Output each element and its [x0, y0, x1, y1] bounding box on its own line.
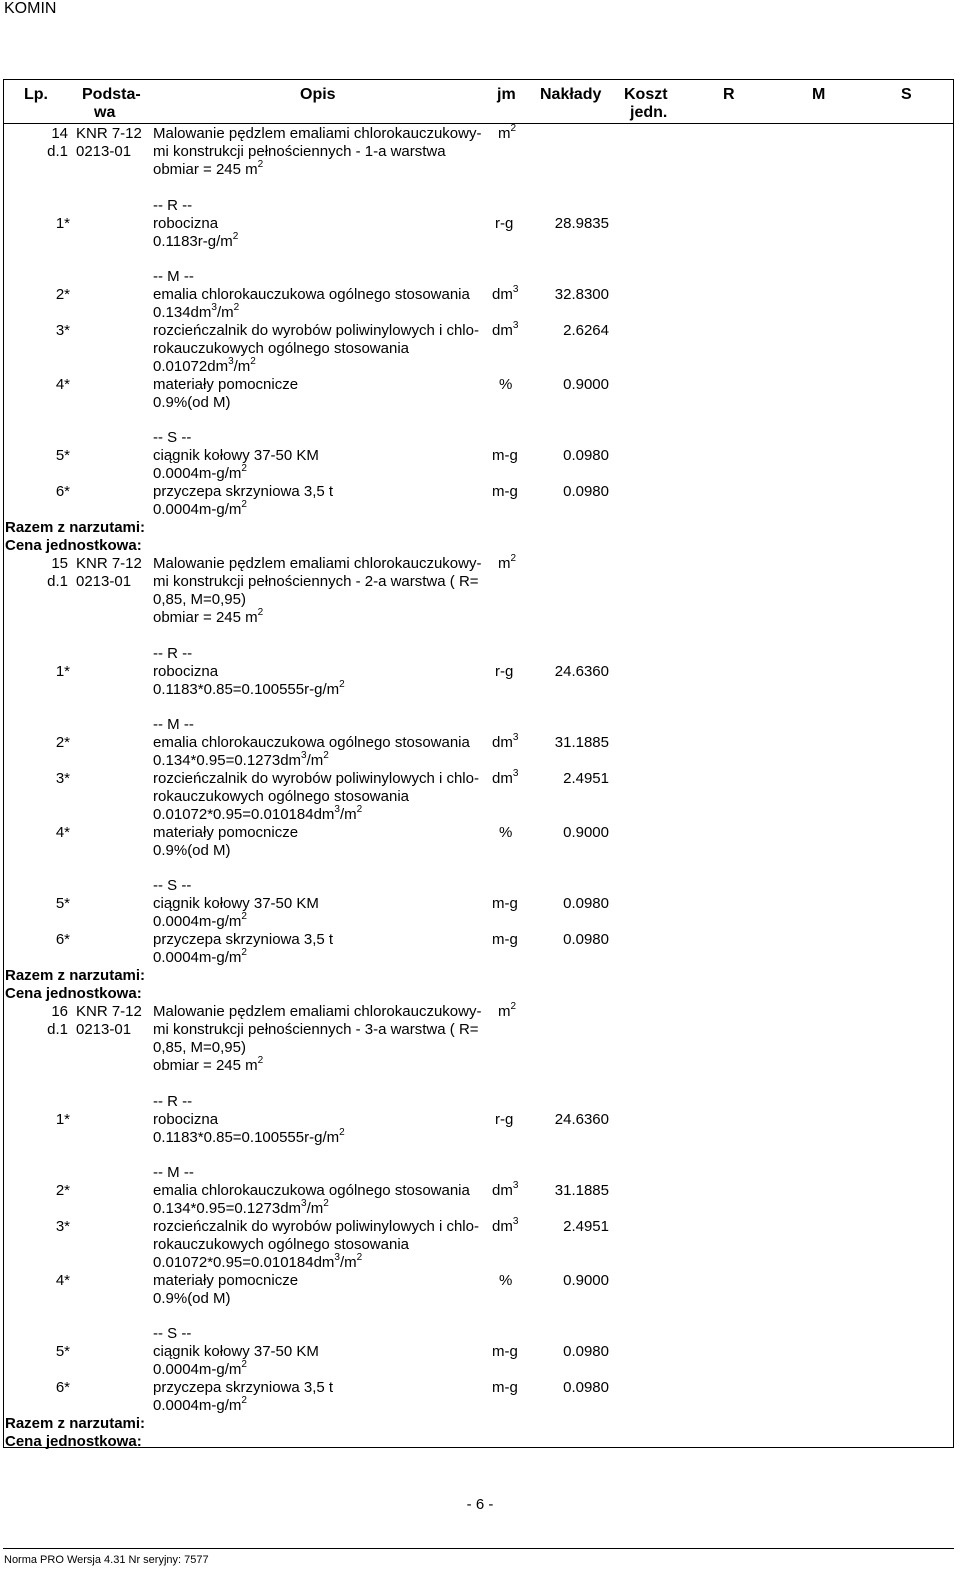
header-podstawa-1: Podsta-	[82, 86, 141, 103]
row-number: 2*	[55, 1182, 70, 1199]
row-number: 3*	[55, 322, 70, 339]
equipment-unit: m-g	[492, 483, 518, 500]
item-lp-sub: d.1	[47, 1021, 68, 1038]
material-name: rokauczukowych ogólnego stosowania	[153, 788, 409, 805]
item-knr-code: 0213-01	[76, 573, 132, 590]
material-unit: $dm^3$	[492, 1216, 519, 1235]
material-unit: %	[499, 824, 513, 841]
item-description-line: 0,85, M=0,95)	[153, 591, 246, 608]
row-number: 1*	[55, 1111, 70, 1128]
item-obmiar: obmiar = 245 $m^2$	[153, 159, 264, 178]
equipment-value: 0.0980	[563, 931, 609, 948]
equipment-unit: m-g	[492, 1379, 518, 1396]
material-norm: $0.134dm^3/m^2$	[153, 302, 240, 321]
item-knr: KNR 7-12	[76, 125, 142, 142]
row-number: 1*	[55, 663, 70, 680]
material-value: 2.4951	[563, 1218, 609, 1235]
labor-section-header: -- R --	[153, 197, 193, 214]
labor-name: robocizna	[153, 1111, 219, 1128]
item-knr: KNR 7-12	[76, 1003, 142, 1020]
header-r: R	[723, 86, 735, 103]
row-number: 4*	[55, 824, 70, 841]
labor-name: robocizna	[153, 663, 219, 680]
item-obmiar: obmiar = 245 $m^2$	[153, 1055, 264, 1074]
item-description-line: Malowanie pędzlem emaliami chlorokauczukowy-	[153, 1003, 482, 1020]
material-name: materiały pomocnicze	[153, 376, 299, 393]
footer-divider	[3, 1548, 954, 1549]
item-knr-code: 0213-01	[76, 143, 132, 160]
equipment-value: 0.0980	[563, 447, 609, 464]
material-value: 0.9000	[563, 376, 609, 393]
item-unit: $m^2$	[498, 123, 517, 142]
unit-price-label: Cena jednostkowa:	[5, 537, 142, 554]
equipment-name: przyczepa skrzyniowa 3,5 t	[153, 483, 334, 500]
equipment-unit: m-g	[492, 895, 518, 912]
equipment-unit: m-g	[492, 931, 518, 948]
equipment-section-header: -- S --	[153, 429, 192, 446]
material-unit: %	[499, 1272, 513, 1289]
header-naklady: Nakłady	[540, 86, 602, 103]
equipment-value: 0.0980	[563, 483, 609, 500]
item-description-line: Malowanie pędzlem emaliami chlorokauczukowy-	[153, 125, 482, 142]
table-bottom-border	[3, 1447, 954, 1448]
equipment-value: 0.0980	[563, 1343, 609, 1360]
equipment-section-header: -- S --	[153, 877, 192, 894]
material-value: 32.8300	[554, 286, 609, 303]
material-value: 0.9000	[563, 1272, 609, 1289]
material-value: 31.1885	[554, 1182, 609, 1199]
unit-price-label: Cena jednostkowa:	[5, 985, 142, 1002]
material-norm: 0.9%(od M)	[153, 1290, 231, 1307]
unit-price-label: Cena jednostkowa:	[5, 1433, 142, 1450]
equipment-norm: $0.0004m-g/m^2$	[153, 463, 247, 482]
labor-value: 24.6360	[554, 663, 609, 680]
item-description-line: 0,85, M=0,95)	[153, 1039, 246, 1056]
equipment-unit: m-g	[492, 447, 518, 464]
table-left-border	[3, 79, 4, 1448]
material-name: rokauczukowych ogólnego stosowania	[153, 1236, 409, 1253]
equipment-value: 0.0980	[563, 1379, 609, 1396]
equipment-value: 0.0980	[563, 895, 609, 912]
item-obmiar: obmiar = 245 $m^2$	[153, 607, 264, 626]
item-knr-code: 0213-01	[76, 1021, 132, 1038]
labor-norm: $0.1183r-g/m^2$	[153, 231, 239, 250]
equipment-section-header: -- S --	[153, 1325, 192, 1342]
item-unit: $m^2$	[498, 553, 517, 572]
material-name: rokauczukowych ogólnego stosowania	[153, 340, 409, 357]
material-name: emalia chlorokauczukowa ogólnego stosowania	[153, 734, 470, 751]
labor-norm: $0.1183*0.85=0.100555r-g/m^2$	[153, 679, 345, 698]
material-value: 31.1885	[554, 734, 609, 751]
material-section-header: -- M --	[153, 716, 194, 733]
item-lp: 16	[51, 1003, 68, 1020]
row-number: 2*	[55, 286, 70, 303]
item-lp-sub: d.1	[47, 143, 68, 160]
header-m: M	[812, 86, 826, 103]
material-unit: $dm^3$	[492, 1180, 519, 1199]
total-with-markups-label: Razem z narzutami:	[5, 967, 146, 984]
header-bottom-border	[3, 123, 954, 124]
row-number: 3*	[55, 770, 70, 787]
item-unit: $m^2$	[498, 1001, 517, 1020]
item-lp: 14	[51, 125, 68, 142]
header-jm: jm	[497, 86, 516, 103]
equipment-name: ciągnik kołowy 37-50 KM	[153, 1343, 319, 1360]
row-number: 4*	[55, 376, 70, 393]
labor-unit: r-g	[495, 215, 514, 232]
material-name: emalia chlorokauczukowa ogólnego stosowania	[153, 1182, 470, 1199]
row-number: 6*	[55, 1379, 70, 1396]
material-unit: $dm^3$	[492, 768, 519, 787]
material-name: rozcieńczalnik do wyrobów poliwinylowych i chlo-	[153, 770, 479, 787]
material-value: 2.6264	[563, 322, 609, 339]
equipment-name: ciągnik kołowy 37-50 KM	[153, 895, 319, 912]
row-number: 5*	[55, 447, 70, 464]
header-koszt-2: jedn.	[630, 104, 668, 121]
equipment-name: ciągnik kołowy 37-50 KM	[153, 447, 319, 464]
equipment-norm: $0.0004m-g/m^2$	[153, 911, 247, 930]
labor-value: 28.9835	[554, 215, 609, 232]
labor-section-header: -- R --	[153, 1093, 193, 1110]
material-norm: 0.9%(od M)	[153, 842, 231, 859]
material-section-header: -- M --	[153, 1164, 194, 1181]
item-lp: 15	[51, 555, 68, 572]
total-with-markups-label: Razem z narzutami:	[5, 519, 146, 536]
header-podstawa-2: wa	[94, 104, 116, 121]
item-knr: KNR 7-12	[76, 555, 142, 572]
total-with-markups-label: Razem z narzutami:	[5, 1415, 146, 1432]
material-norm: $0.134*0.95=0.1273dm^3/m^2$	[153, 1198, 329, 1217]
material-name: materiały pomocnicze	[153, 824, 299, 841]
item-description-line: mi konstrukcji pełnościennych - 2-a warstwa ( R=	[153, 573, 479, 590]
footer-text: Norma PRO Wersja 4.31 Nr seryjny: 7577	[4, 1554, 209, 1566]
material-norm: $0.01072dm^3/m^2$	[153, 356, 256, 375]
labor-unit: r-g	[495, 663, 514, 680]
material-value: 0.9000	[563, 824, 609, 841]
labor-value: 24.6360	[554, 1111, 609, 1128]
material-name: emalia chlorokauczukowa ogólnego stosowania	[153, 286, 470, 303]
material-unit: $dm^3$	[492, 732, 519, 751]
material-norm: 0.9%(od M)	[153, 394, 231, 411]
material-norm: $0.01072*0.95=0.010184dm^3/m^2$	[153, 1252, 363, 1271]
header-lp: Lp.	[24, 86, 48, 103]
row-number: 6*	[55, 483, 70, 500]
material-unit: %	[499, 376, 513, 393]
row-number: 6*	[55, 931, 70, 948]
labor-section-header: -- R --	[153, 645, 193, 662]
item-description-line: Malowanie pędzlem emaliami chlorokauczukowy-	[153, 555, 482, 572]
header-s: S	[901, 86, 912, 103]
material-unit: $dm^3$	[492, 284, 519, 303]
equipment-norm: $0.0004m-g/m^2$	[153, 1395, 247, 1414]
row-number: 3*	[55, 1218, 70, 1235]
equipment-norm: $0.0004m-g/m^2$	[153, 1359, 247, 1378]
labor-norm: $0.1183*0.85=0.100555r-g/m^2$	[153, 1127, 345, 1146]
item-lp-sub: d.1	[47, 573, 68, 590]
header-opis: Opis	[300, 86, 336, 103]
material-name: rozcieńczalnik do wyrobów poliwinylowych i chlo-	[153, 322, 479, 339]
equipment-norm: $0.0004m-g/m^2$	[153, 499, 247, 518]
material-norm: $0.01072*0.95=0.010184dm^3/m^2$	[153, 804, 363, 823]
document-title: KOMIN	[4, 0, 57, 17]
equipment-unit: m-g	[492, 1343, 518, 1360]
material-name: rozcieńczalnik do wyrobów poliwinylowych i chlo-	[153, 1218, 479, 1235]
equipment-norm: $0.0004m-g/m^2$	[153, 947, 247, 966]
page-number: - 6 -	[466, 1496, 494, 1513]
row-number: 2*	[55, 734, 70, 751]
row-number: 1*	[55, 215, 70, 232]
material-value: 2.4951	[563, 770, 609, 787]
equipment-name: przyczepa skrzyniowa 3,5 t	[153, 1379, 334, 1396]
equipment-name: przyczepa skrzyniowa 3,5 t	[153, 931, 334, 948]
material-unit: $dm^3$	[492, 320, 519, 339]
table-right-border	[953, 79, 954, 1448]
material-norm: $0.134*0.95=0.1273dm^3/m^2$	[153, 750, 329, 769]
row-number: 5*	[55, 895, 70, 912]
item-description-line: mi konstrukcji pełnościennych - 1-a warstwa	[153, 143, 446, 160]
table-top-border	[3, 79, 954, 80]
row-number: 5*	[55, 1343, 70, 1360]
labor-name: robocizna	[153, 215, 219, 232]
row-number: 4*	[55, 1272, 70, 1289]
item-description-line: mi konstrukcji pełnościennych - 3-a warstwa ( R=	[153, 1021, 479, 1038]
header-koszt-1: Koszt	[624, 86, 668, 103]
labor-unit: r-g	[495, 1111, 514, 1128]
material-name: materiały pomocnicze	[153, 1272, 299, 1289]
material-section-header: -- M --	[153, 268, 194, 285]
